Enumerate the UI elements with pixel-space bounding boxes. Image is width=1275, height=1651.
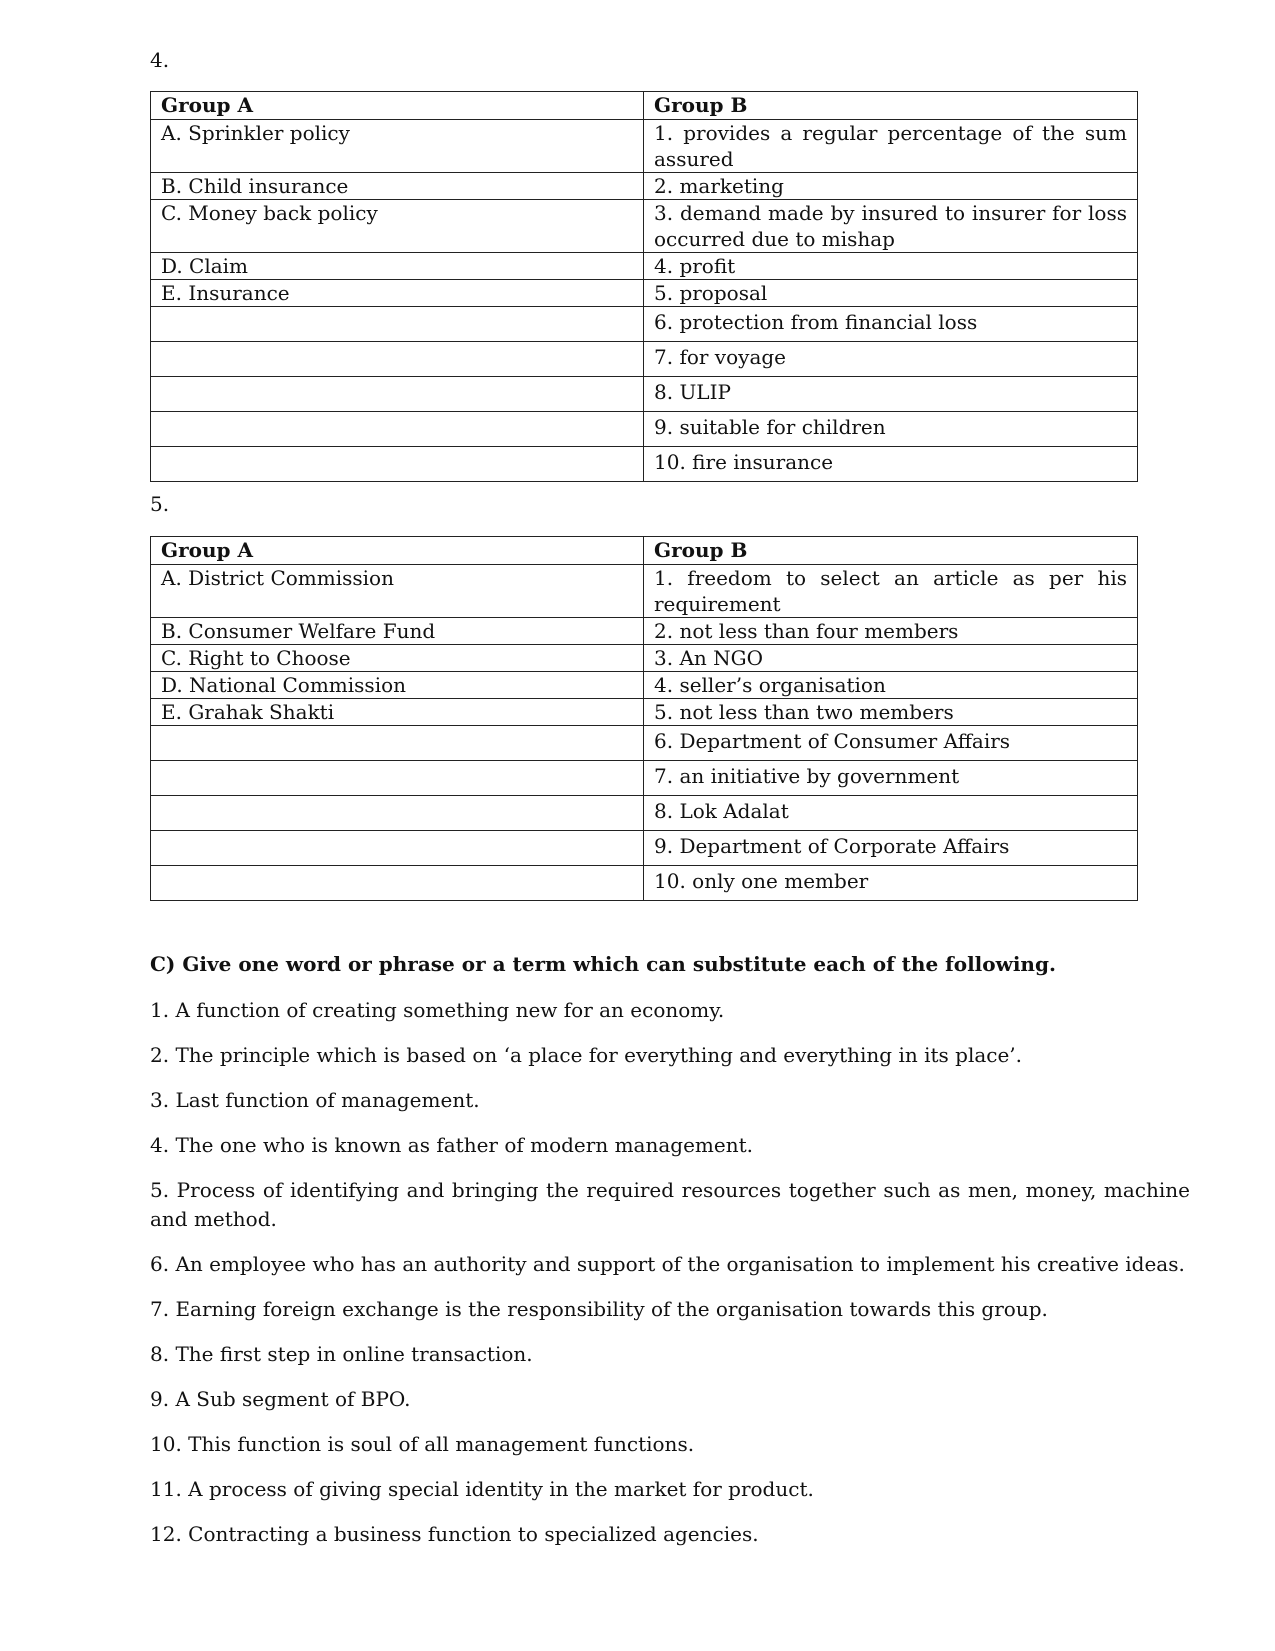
question-5-match-table <box>150 536 1138 901</box>
group-b-header: Group B <box>644 537 1138 565</box>
group-b-cell: 8. Lok Adalat <box>644 796 1138 831</box>
group-b-cell: 9. Department of Corporate Affairs <box>644 831 1138 866</box>
table-row <box>151 280 1138 307</box>
table-row <box>151 699 1138 726</box>
group-b-cell: 4. profit <box>644 253 1138 280</box>
group-b-cell: 8. ULIP <box>644 377 1138 412</box>
list-item: 6. An employee who has an authority and support of the organisation to implement his creative ideas. <box>150 1252 1185 1276</box>
list-item: 8. The first step in online transaction. <box>150 1342 533 1366</box>
list-item: 4. The one who is known as father of modern management. <box>150 1133 753 1157</box>
group-a-cell <box>151 307 644 342</box>
group-a-cell <box>151 866 644 901</box>
group-b-cell: 9. suitable for children <box>644 412 1138 447</box>
list-item: 7. Earning foreign exchange is the responsibility of the organisation towards this group. <box>150 1297 1048 1321</box>
group-b-cell: 5. not less than two members <box>644 699 1138 726</box>
group-a-cell <box>151 726 644 761</box>
table-row <box>151 618 1138 645</box>
group-a-cell: B. Consumer Welfare Fund <box>151 618 644 645</box>
group-a-cell: C. Right to Choose <box>151 645 644 672</box>
group-a-cell <box>151 447 644 482</box>
question-5-number: 5. <box>150 492 170 516</box>
group-a-cell <box>151 761 644 796</box>
table-row <box>151 565 1138 618</box>
group-b-cell: 2. marketing <box>644 173 1138 200</box>
group-a-cell <box>151 377 644 412</box>
table-row <box>151 253 1138 280</box>
section-c-heading: C) Give one word or phrase or a term which can substitute each of the following. <box>150 952 1056 976</box>
group-a-cell: A. District Commission <box>151 565 644 618</box>
group-a-cell: D. National Commission <box>151 672 644 699</box>
group-a-cell: E. Grahak Shakti <box>151 699 644 726</box>
section-c <box>150 950 1190 1565</box>
group-a-cell <box>151 412 644 447</box>
table-row <box>151 120 1138 173</box>
list-item: 2. The principle which is based on ‘a place for everything and everything in its place’. <box>150 1043 1023 1067</box>
question-4-number: 4. <box>150 48 170 72</box>
group-a-header: Group A <box>151 92 644 120</box>
table-row <box>151 377 1138 412</box>
group-a-cell: A. Sprinkler policy <box>151 120 644 173</box>
group-b-cell: 3. An NGO <box>644 645 1138 672</box>
group-b-cell: 7. for voyage <box>644 342 1138 377</box>
list-item: 11. A process of giving special identity in the market for product. <box>150 1477 814 1501</box>
table-row <box>151 761 1138 796</box>
group-b-cell: 7. an initiative by government <box>644 761 1138 796</box>
table-row <box>151 412 1138 447</box>
group-a-cell: D. Claim <box>151 253 644 280</box>
group-b-cell: 10. only one member <box>644 866 1138 901</box>
group-b-cell: 2. not less than four members <box>644 618 1138 645</box>
group-b-header: Group B <box>644 92 1138 120</box>
list-item: 9. A Sub segment of BPO. <box>150 1387 411 1411</box>
table-row <box>151 342 1138 377</box>
table-row <box>151 200 1138 253</box>
group-b-cell: 3. demand made by insured to insurer for loss occurred due to mishap <box>644 200 1138 253</box>
group-b-cell: 10. fire insurance <box>644 447 1138 482</box>
list-item: 5. Process of identifying and bringing the required resources together such as men, money, machine and method. <box>150 1178 1190 1231</box>
group-a-cell: B. Child insurance <box>151 173 644 200</box>
table-header-row <box>151 537 1138 565</box>
group-b-cell: 5. proposal <box>644 280 1138 307</box>
group-a-cell: E. Insurance <box>151 280 644 307</box>
table-row <box>151 645 1138 672</box>
table-row <box>151 672 1138 699</box>
group-a-cell <box>151 831 644 866</box>
table-header-row <box>151 92 1138 120</box>
group-a-header: Group A <box>151 537 644 565</box>
table-row <box>151 796 1138 831</box>
table-row <box>151 447 1138 482</box>
list-item: 1. A function of creating something new for an economy. <box>150 998 725 1022</box>
list-item: 12. Contracting a business function to specialized agencies. <box>150 1522 759 1546</box>
table-row <box>151 866 1138 901</box>
table-row <box>151 173 1138 200</box>
table-row <box>151 726 1138 761</box>
question-4-match-table <box>150 91 1138 482</box>
group-b-cell: 1. provides a regular percentage of the sum assured <box>644 120 1138 173</box>
list-item: 10. This function is soul of all management functions. <box>150 1432 695 1456</box>
group-a-cell: C. Money back policy <box>151 200 644 253</box>
group-a-cell <box>151 342 644 377</box>
group-b-cell: 6. protection from financial loss <box>644 307 1138 342</box>
group-b-cell: 1. freedom to select an article as per his requirement <box>644 565 1138 618</box>
group-b-cell: 4. seller’s organisation <box>644 672 1138 699</box>
group-b-cell: 6. Department of Consumer Affairs <box>644 726 1138 761</box>
table-row <box>151 831 1138 866</box>
group-a-cell <box>151 796 644 831</box>
table-row <box>151 307 1138 342</box>
list-item: 3. Last function of management. <box>150 1088 480 1112</box>
